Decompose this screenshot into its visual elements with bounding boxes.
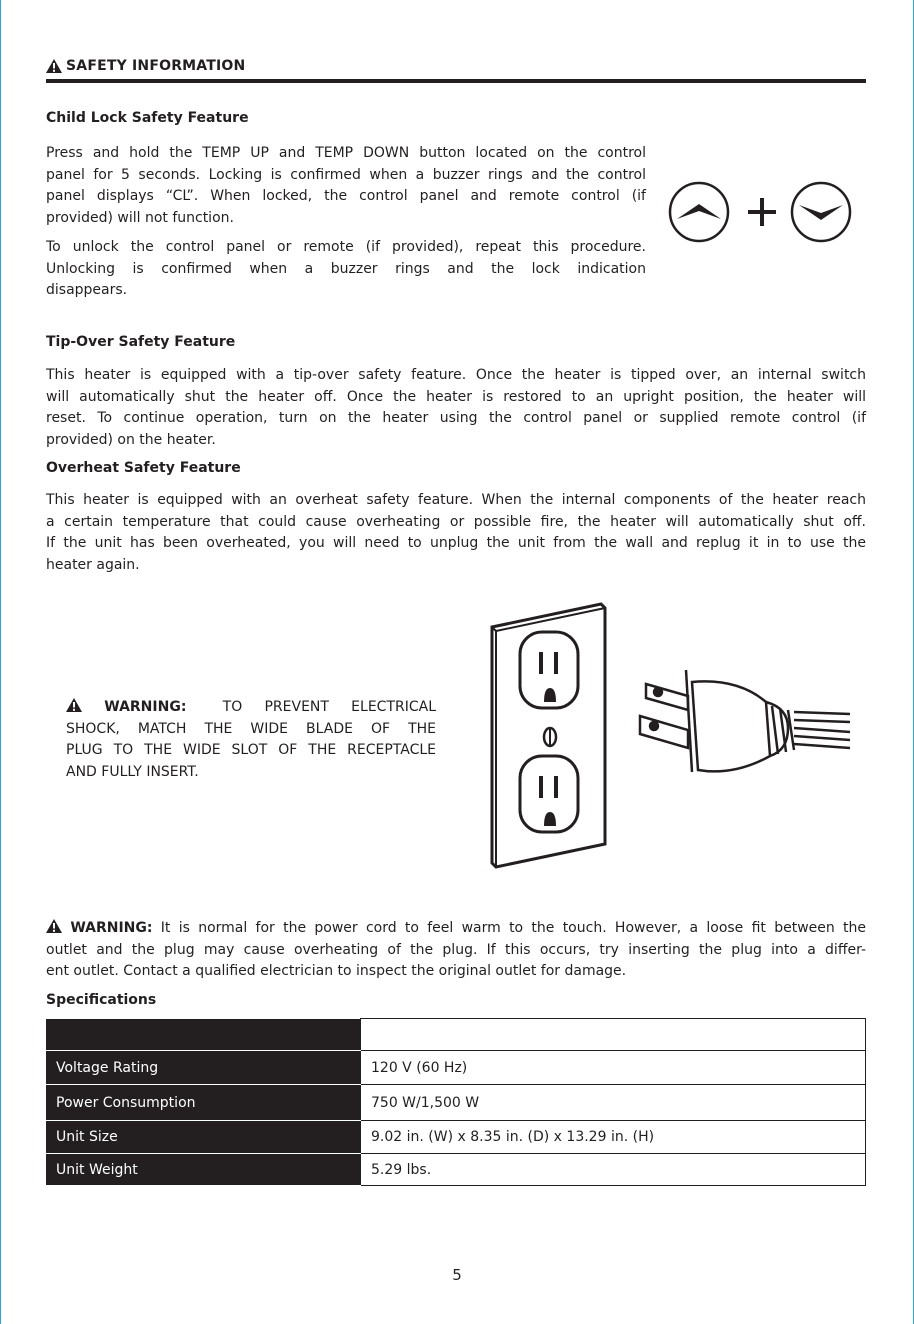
text-line: provided) on the heater. xyxy=(46,431,216,448)
warning-text: TO PREVENT ELECTRICAL xyxy=(222,699,437,715)
spec-label: Power Consumption xyxy=(46,1085,361,1121)
cord-warning xyxy=(46,918,866,983)
polarized-plug-icon xyxy=(640,670,850,772)
header-rule xyxy=(46,79,866,83)
tip-over-heading: Tip-Over Safety Feature xyxy=(46,334,236,350)
table-row xyxy=(46,1019,866,1051)
plus-icon xyxy=(748,198,776,226)
wall-outlet-icon xyxy=(492,604,605,867)
text-line xyxy=(66,697,436,719)
text-line: panel for 5 seconds. Locking is confirmed when a buzzer rings and the control xyxy=(46,166,646,183)
text-line: PLUG TO THE WIDE SLOT OF THE RECEPTACLE xyxy=(66,742,436,758)
text-line xyxy=(46,918,866,940)
warning-text: It is normal for the power cord to feel warm to the touch. However, a loose fit between the xyxy=(160,920,867,936)
warning-triangle-icon xyxy=(46,59,62,73)
section-header xyxy=(46,58,866,74)
spec-value: 5.29 lbs. xyxy=(361,1154,866,1186)
child-lock-figure xyxy=(668,181,858,245)
warning-triangle-icon xyxy=(66,698,82,712)
section-title: SAFETY INFORMATION xyxy=(66,58,246,74)
table-row xyxy=(46,1121,866,1154)
spec-label: Unit Size xyxy=(46,1121,361,1154)
specifications-heading: Specifications xyxy=(46,992,157,1008)
text-line: Press and hold the TEMP UP and TEMP DOWN button located on the control xyxy=(46,145,646,161)
spec-value xyxy=(361,1019,866,1051)
overheat-paragraph xyxy=(46,490,866,576)
table-row xyxy=(46,1154,866,1186)
child-lock-heading: Child Lock Safety Feature xyxy=(46,110,249,126)
page-number: 5 xyxy=(452,1266,462,1284)
spec-value: 750 W/1,500 W xyxy=(361,1085,866,1121)
spec-label xyxy=(46,1019,361,1051)
text-line: provided) will not function. xyxy=(46,209,234,226)
specifications-table xyxy=(46,1018,866,1186)
tip-over-paragraph xyxy=(46,365,866,451)
chevron-up-button-icon xyxy=(670,183,728,241)
text-line: disappears. xyxy=(46,282,128,298)
warning-triangle-icon xyxy=(46,919,62,933)
child-lock-paragraph-2 xyxy=(46,237,646,302)
text-line: Unlocking is confirmed when a buzzer rings and the lock indication xyxy=(46,260,646,277)
warning-label: WARNING: xyxy=(104,699,187,715)
table-row xyxy=(46,1085,866,1121)
outlet-plug-figure xyxy=(488,600,856,870)
text-line: panel displays “CL”. When locked, the control panel and remote control (if xyxy=(46,188,646,204)
text-line: reset. To continue operation, turn on the heater using the control panel or supplied remote control (if xyxy=(46,410,866,426)
spec-label: Voltage Rating xyxy=(46,1051,361,1085)
plug-warning xyxy=(66,697,436,783)
spec-label: Unit Weight xyxy=(46,1154,361,1186)
text-line: AND FULLY INSERT. xyxy=(66,763,199,780)
chevron-down-button-icon xyxy=(792,183,850,241)
text-line: will automatically shut the heater off. Once the heater is restored to an upright position, the heater will xyxy=(46,388,866,405)
table-row xyxy=(46,1051,866,1085)
text-line: SHOCK, MATCH THE WIDE BLADE OF THE xyxy=(66,720,436,737)
text-line: This heater is equipped with an overheat safety feature. When the internal components of the heater reach xyxy=(46,492,866,508)
text-line: a certain temperature that could cause overheating or possible fire, the heater will automatically shut off. xyxy=(46,513,866,530)
text-line: To unlock the control panel or remote (if provided), repeat this procedure. xyxy=(46,239,646,255)
overheat-heading: Overheat Safety Feature xyxy=(46,460,241,476)
text-line: If the unit has been overheated, you will need to unplug the unit from the wall and replug it in to use the xyxy=(46,535,866,551)
spec-value: 120 V (60 Hz) xyxy=(361,1051,866,1085)
text-line: outlet and the plug may cause overheating of the plug. If this occurs, try inserting the plug into a differ- xyxy=(46,941,866,958)
child-lock-paragraph-1 xyxy=(46,143,646,229)
text-line: This heater is equipped with a tip-over safety feature. Once the heater is tipped over, an internal switch xyxy=(46,367,866,383)
text-line: ent outlet. Contact a qualified electrician to inspect the original outlet for damage. xyxy=(46,963,627,979)
warning-label: WARNING: xyxy=(70,920,153,936)
text-line: heater again. xyxy=(46,556,140,573)
spec-value: 9.02 in. (W) x 8.35 in. (D) x 13.29 in. (H) xyxy=(361,1121,866,1154)
